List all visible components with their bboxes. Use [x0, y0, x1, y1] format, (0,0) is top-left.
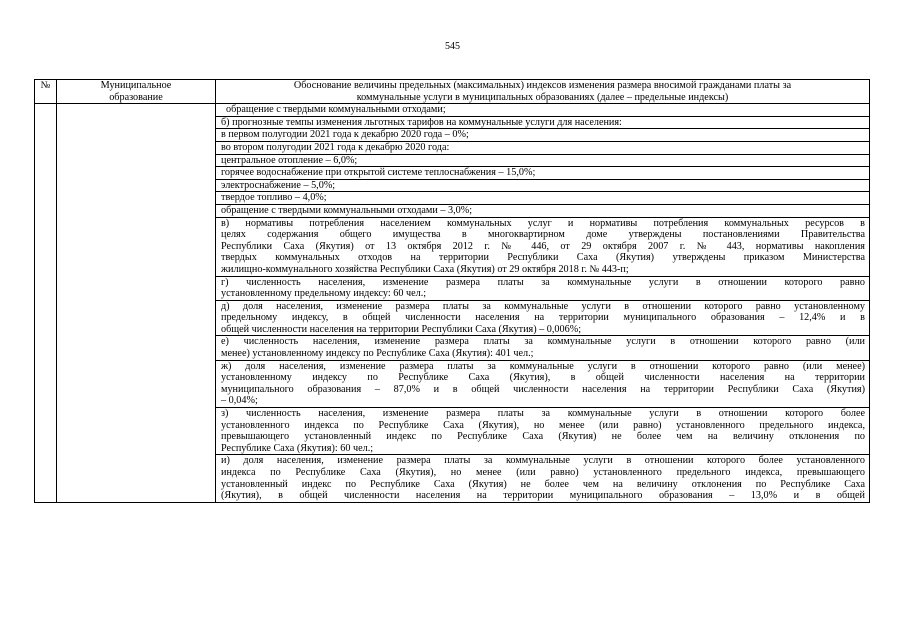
header-num: № [35, 80, 57, 104]
text-block [216, 335, 869, 359]
text-block [216, 204, 869, 217]
text-block [216, 166, 869, 179]
text-line: установленный индекс по Республике Саха (Якутия) не более чем на величину отклонения по Республике Саха [221, 478, 865, 490]
text-line: Республике Саха (Якутия): 60 чел.; [221, 442, 374, 454]
table-header-row [35, 80, 870, 104]
text-block [216, 360, 869, 407]
header-justification-line: Обоснование величины предельных (максимальных) индексов изменения размера вносимой гражданами платы за [293, 80, 792, 91]
text-line: в первом полугодии 2021 года к декабрю 2020 года – 0%; [221, 129, 469, 141]
text-line: твердое топливо – 4,0%; [221, 192, 327, 204]
table-row [35, 104, 870, 503]
text-line: б) прогнозные темпы изменения льготных тарифов на коммунальные услуги для населения: [221, 116, 622, 128]
page-number: 545 [445, 41, 460, 52]
text-line: в) нормативы потребления населением коммунальных услуг и нормативы потребления коммунальных ресурсов в [221, 217, 865, 229]
text-line: з) численность населения, изменение размера платы за коммунальные услуги в отношении которого более [221, 408, 865, 420]
header-municipality-line: Муниципальное [100, 80, 172, 91]
text-line: обращение с твердыми коммунальными отходами; [226, 104, 446, 116]
text-line: жилищно-коммунального хозяйства Республики Саха (Якутия) от 29 октября 2018 г. № 443-п; [221, 263, 629, 275]
header-justification [216, 80, 870, 104]
row-justification-cell [216, 104, 870, 503]
text-line: менее) установленному индексу по Республике Саха (Якутия): 401 чел.; [221, 348, 534, 360]
text-line: г) численность населения, изменение размера платы за коммунальные услуги в отношении которого равно [221, 276, 865, 288]
header-justification-line: коммунальные услуги в муниципальных образованиях (далее – предельные индексы) [356, 91, 729, 103]
text-block [216, 179, 869, 192]
text-line: установленному предельному индексу: 60 чел.; [221, 288, 427, 300]
text-line: – 0,04%; [221, 395, 258, 407]
tariff-index-table [34, 79, 870, 503]
text-line: целях содержания общего имущества в многоквартирном доме утверждены постановлениями Правительства [221, 229, 865, 241]
text-block [216, 407, 869, 454]
row-num-cell [35, 104, 57, 503]
text-line: обращение с твердыми коммунальными отходами – 3,0%; [221, 204, 473, 216]
text-line: во втором полугодии 2021 года к декабрю 2020 года: [221, 141, 450, 153]
text-block [216, 217, 869, 276]
header-municipality-line: образование [109, 91, 163, 103]
text-line: электроснабжение – 5,0%; [221, 179, 336, 191]
text-line: центральное отопление – 6,0%; [221, 154, 358, 166]
text-line: Республики Саха (Якутия) от 13 октября 2012 г. № 446, от 29 октября 2007 г. № 443, нормативы накопления [221, 240, 865, 252]
row-municipality-cell [57, 104, 216, 503]
text-line: муниципального образования – 87,0% и в общей численности населения на территории Республики Саха (Якутия) [221, 383, 865, 395]
text-line: (Якутия), в общей численности населения на территории муниципального образования – 13,0% и в общей [221, 490, 865, 502]
header-municipality [57, 80, 216, 104]
text-line: ж) доля населения, изменение размера платы за коммунальные услуги в отношении которого равно (или менее) [221, 360, 865, 372]
text-block [216, 454, 869, 501]
text-line: индекса по Республике Саха (Якутия), но менее (или равно) установленного предельного индекса, превышающего [221, 467, 865, 478]
text-block [216, 191, 869, 204]
text-block [216, 154, 869, 167]
text-line: и) доля населения, изменение размера платы за коммунальные услуги в отношении которого более установленного [221, 455, 865, 467]
text-block [216, 128, 869, 141]
text-line: установленного индекса по Республике Саха (Якутия), но менее (или равно) установленного предельного индекса, [221, 419, 865, 431]
text-line: предельному индексу, в общей численности населения на территории муниципального образования – 12,4% и в [221, 312, 865, 324]
text-block [216, 300, 869, 336]
text-line: общей численности населения на территории Республики Саха (Якутия) – 0,006%; [221, 323, 582, 335]
text-block [216, 276, 869, 300]
text-line: превышающего установленный индекс по Республике Саха (Якутия) не более чем на величину отклонения по [221, 431, 865, 443]
text-line: д) доля населения, изменение размера платы за коммунальные услуги в отношении которого равно установленному [221, 300, 865, 312]
text-line: установленному индексу по Республике Саха (Якутия), в общей численности населения на территории [221, 372, 865, 384]
text-line: е) численность населения, изменение размера платы за коммунальные услуги в отношении которого равно (или [221, 336, 865, 348]
text-block [216, 116, 869, 129]
text-line: твердых коммунальных отходов на территории Республики Саха (Якутия) утверждены приказом Министерства [221, 252, 865, 264]
text-block [221, 104, 865, 116]
text-block [216, 141, 869, 154]
text-line: горячее водоснабжение при открытой системе теплоснабжения – 15,0%; [221, 167, 536, 179]
